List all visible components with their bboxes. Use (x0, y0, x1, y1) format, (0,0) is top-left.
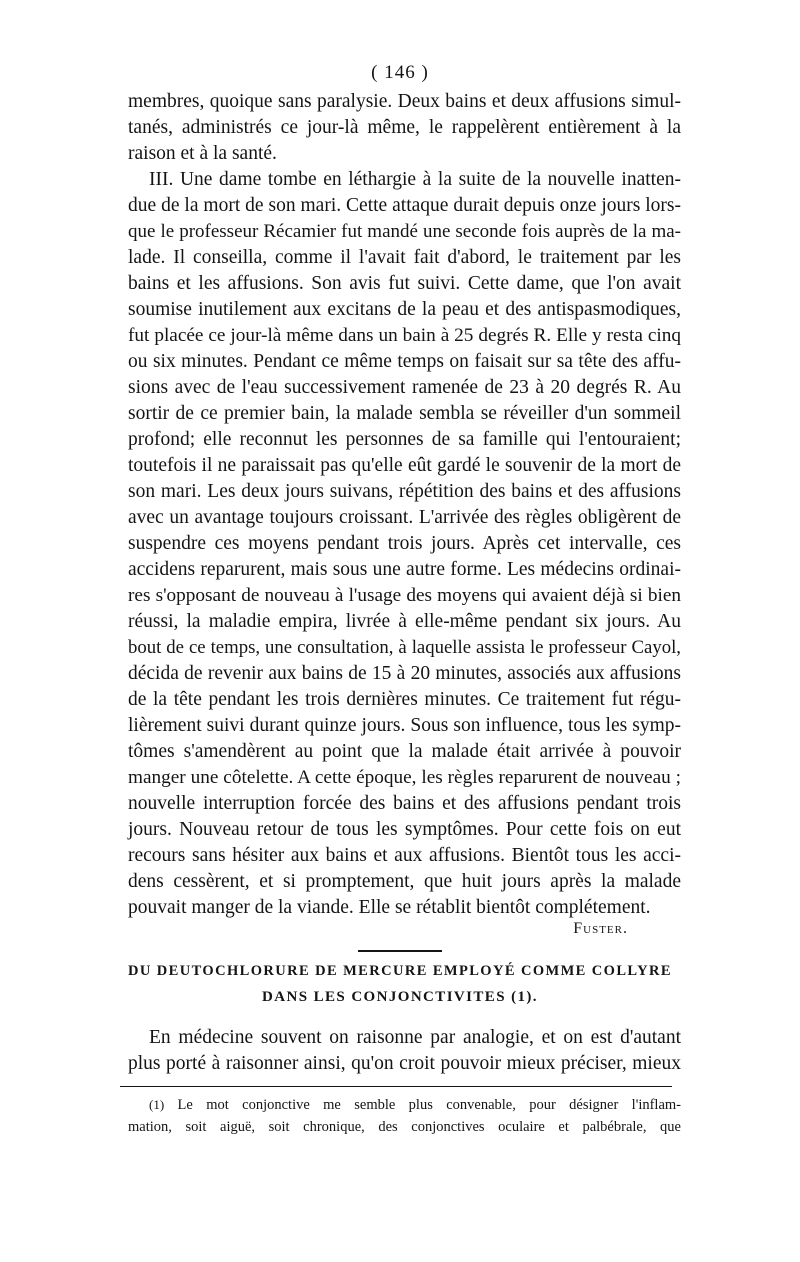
text-line: de la tête pendant les trois dernières minutes. Ce traitement fut régu- (128, 689, 681, 710)
text-line: manger une côtelette. A cette époque, les règles reparurent de nouveau ; (128, 767, 681, 788)
text-line: membres, quoique sans paralysie. Deux bains et deux affusions simul- (128, 91, 681, 112)
section-divider (358, 950, 442, 952)
text-line: nouvelle interruption forcée des bains et des affusions pendant trois (128, 793, 681, 814)
intro-line: plus porté à raisonner ainsi, qu'on croit pouvoir mieux préciser, mieux (128, 1053, 681, 1074)
text-line: décida de revenir aux bains de 15 à 20 minutes, associés aux affusions (128, 663, 681, 684)
text-line: tômes s'amendèrent au point que la malade était arrivée à pouvoir (128, 741, 681, 762)
text-line: son mari. Les deux jours suivans, répétition des bains et des affusions (128, 481, 681, 502)
text-line: accidens reparurent, mais sous une autre forme. Les médecins ordinai- (128, 559, 681, 580)
page-number: ( 146 ) (371, 62, 429, 83)
section-heading-line-2: DANS LES CONJONCTIVITES (1). (262, 989, 538, 1005)
text-line: sions avec de l'eau successivement ramenée de 23 à 20 degrés R. Au (128, 377, 681, 398)
text-line: jours. Nouveau retour de tous les symptômes. Pour cette fois on eut (128, 819, 681, 840)
text-line: raison et à la santé. (128, 143, 277, 164)
footnote-text: Le mot conjonctive me semble plus convenable, pour désigner l'inflam- (177, 1097, 681, 1113)
text-line: res s'opposant de nouveau à l'usage des moyens qui avaient déjà si bien (128, 585, 681, 606)
text-line: lade. Il conseilla, comme il l'avait fait d'abord, le traitement par les (128, 247, 681, 268)
text-line: suspendre ces moyens pendant trois jours. Après cet intervalle, ces (128, 533, 681, 554)
text-line: tanés, administrés ce jour-là même, le rappelèrent entièrement à la (128, 117, 681, 138)
intro-line: En médecine souvent on raisonne par analogie, et on est d'autant (149, 1027, 681, 1048)
text-line: profond; elle reconnut les personnes de sa famille qui l'entouraient; (128, 429, 681, 450)
text-line: due de la mort de son mari. Cette attaque durait depuis onze jours lors- (128, 195, 681, 216)
text-line: bains et les affusions. Son avis fut suivi. Cette dame, que l'on avait (128, 273, 681, 294)
text-line: III. Une dame tombe en léthargie à la suite de la nouvelle inatten- (149, 169, 681, 190)
text-line: toutefois il ne paraissait pas qu'elle eût gardé le souvenir de la mort de (128, 455, 681, 476)
text-line: avec un avantage toujours croissant. L'arrivée des règles obligèrent de (128, 507, 681, 528)
text-line: recours sans hésiter aux bains et aux affusions. Bientôt tous les acci- (128, 845, 681, 866)
footnote-marker: (1) (149, 1097, 165, 1112)
text-line: ou six minutes. Pendant ce même temps on faisait sur sa tête des affu- (128, 351, 681, 372)
text-line: soumise inutilement aux excitans de la peau et des antispasmodiques, (128, 299, 681, 320)
text-line: pouvait manger de la viande. Elle se rétablit bientôt complétement. (128, 897, 651, 918)
text-line: bout de ce temps, une consultation, à laquelle assista le professeur Cayol, (128, 637, 681, 658)
footnote-line-2: mation, soit aiguë, soit chronique, des conjonctives oculaire et palbébrale, que (128, 1119, 681, 1135)
text-line: sortir de ce premier bain, la malade sembla se réveiller d'un sommeil (128, 403, 681, 424)
text-line: réussi, la maladie empira, livrée à elle-même pendant six jours. Au (128, 611, 681, 632)
author-signature: Fuster. (573, 920, 628, 937)
text-line: lièrement suivi durant quinze jours. Sous son influence, tous les symp- (128, 715, 681, 736)
footnote-divider (120, 1086, 672, 1087)
text-line: que le professeur Récamier fut mandé une seconde fois auprès de la ma- (128, 221, 681, 242)
text-line: fut placée ce jour-là même dans un bain à 25 degrés R. Elle y resta cinq (128, 325, 681, 346)
section-heading-line-1: DU DEUTOCHLORURE DE MERCURE EMPLOYÉ COMME COLLYRE (128, 963, 672, 979)
text-line: dens cessèrent, et si promptement, que huit jours après la malade (128, 871, 681, 892)
footnote-line-1 (149, 1094, 681, 1116)
